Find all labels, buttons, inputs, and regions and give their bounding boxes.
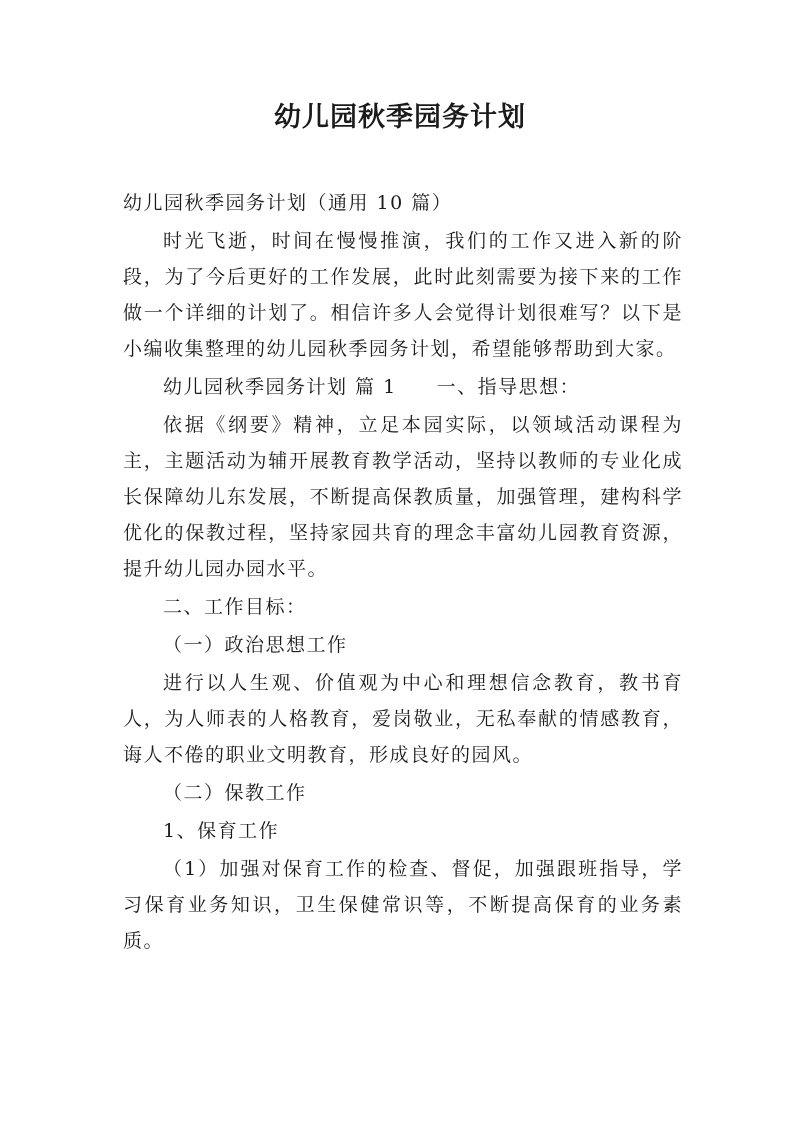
care-heading: （二）保教工作 xyxy=(163,782,307,804)
care-item-1: （1）加强对保育工作的检查、督促，加强跟班指导，学习保育业务知识，卫生保健常识等，不断提高保育的业务素质。 xyxy=(123,858,683,952)
document-body xyxy=(123,185,683,961)
goals-heading: 二、工作目标： xyxy=(163,596,307,618)
document-title: 幼儿园秋季园务计划 xyxy=(274,102,526,133)
care-sub-heading: 1、保育工作 xyxy=(163,820,280,842)
intro-paragraph: 时光飞逝，时间在慢慢推演，我们的工作又进入新的阶段，为了今后更好的工作发展，此时此刻需要为接下来的工作做一个详细的计划了。相信许多人会觉得计划很难写？以下是小编收集整理的幼儿园秋季园务计划，希望能够帮助到大家。 xyxy=(123,230,683,360)
section-1-title: 幼儿园秋季园务计划 篇 1 xyxy=(163,376,397,398)
document-subtitle: 幼儿园秋季园务计划（通用 10 篇） xyxy=(123,192,453,214)
guiding-heading: 一、指导思想： xyxy=(436,376,581,398)
political-paragraph: 进行以人生观、价值观为中心和理想信念教育，教书育人，为人师表的人格教育，爱岗敬业，无私奉献的情感教育，诲人不倦的职业文明教育，形成良好的园风。 xyxy=(123,672,683,766)
guiding-paragraph: 依据《纲要》精神，立足本园实际，以领域活动课程为主，主题活动为辅开展教育教学活动，坚持以教师的专业化成长保障幼儿东发展，不断提高保教质量，加强管理，建构科学优化的保教过程，坚持家园共育的理念丰富幼儿园教育资源，提升幼儿园办园水平。 xyxy=(123,414,683,580)
political-heading: （一）政治思想工作 xyxy=(163,634,348,656)
section-1-line xyxy=(123,369,683,405)
